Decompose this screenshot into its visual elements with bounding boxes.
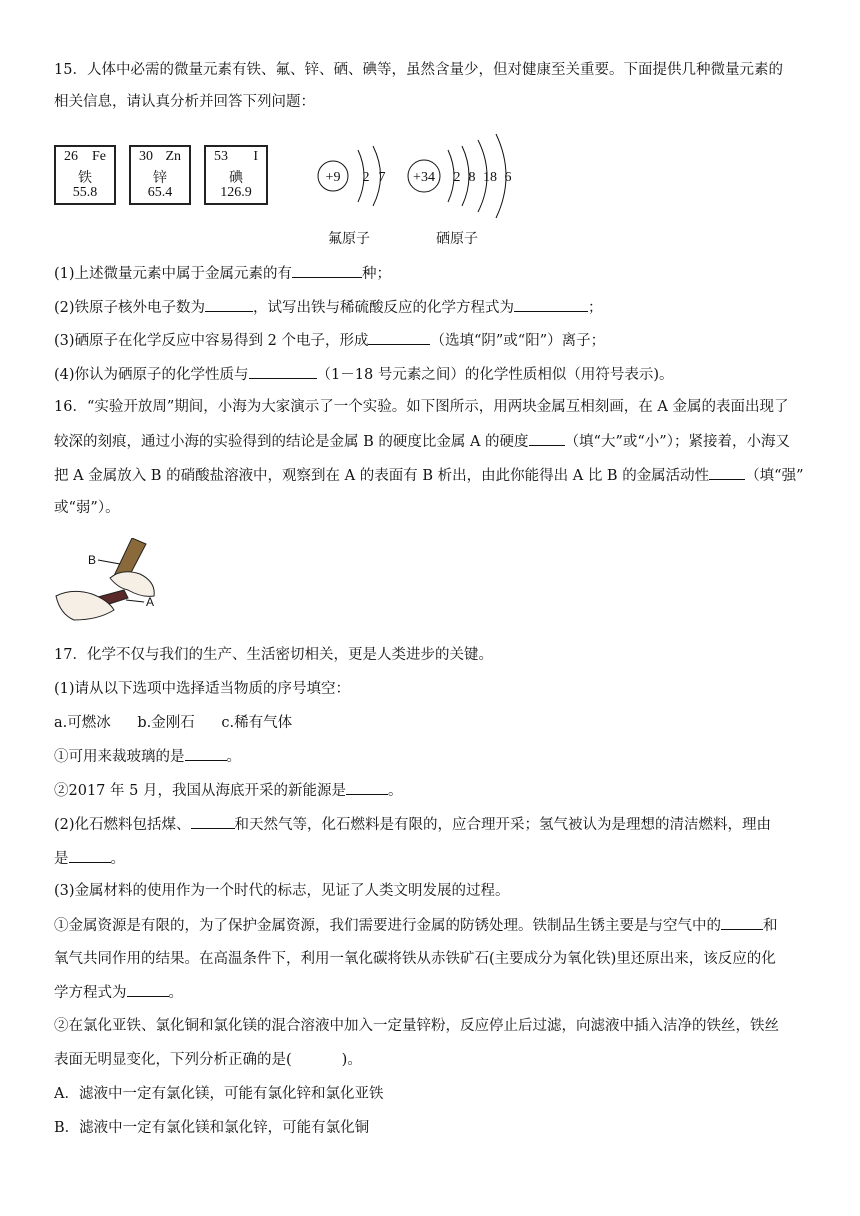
fluorine-nucleus-label: +9 xyxy=(325,170,341,185)
q17-part3-heading: (3)金属材料的使用作为一个时代的标志，见证了人类文明发展的过程。 xyxy=(54,883,510,899)
element-symbol: I xyxy=(253,149,258,164)
element-symbol: Zn xyxy=(165,149,181,164)
q15-part3: (3)硒原子在化学反应中容易得到 2 个电子，形成 （选填“阴”或“阳”）离子； xyxy=(54,330,605,351)
element-card-fe xyxy=(54,145,116,205)
element-name: 铁 xyxy=(78,171,92,186)
q15-intro-line2: 相关信息，请认真分析并回答下列问题： xyxy=(54,94,315,110)
element-card-i xyxy=(204,145,268,205)
q15-part4: (4)你认为硒原子的化学性质与 （1－18 号元素之间）的化学性质相似（用符号表示)。 xyxy=(54,364,674,385)
element-number: 26 xyxy=(64,149,78,164)
element-mass: 55.8 xyxy=(72,185,98,200)
answer-blank[interactable] xyxy=(368,330,430,345)
answer-blank[interactable] xyxy=(721,915,763,930)
q17-line2: (1)请从以下选项中选择适当物质的序号填空： xyxy=(54,681,351,697)
answer-blank[interactable] xyxy=(346,780,388,795)
element-name: 锌 xyxy=(153,171,167,186)
element-number: 30 xyxy=(139,149,153,164)
q17-options xyxy=(54,713,292,733)
element-card-zn xyxy=(129,145,191,205)
selenium-shell-1-count: 2 xyxy=(453,170,461,185)
selenium-shell-3-count: 18 xyxy=(483,170,497,185)
answer-blank[interactable] xyxy=(185,746,227,761)
q16-line3: 把 A 金属放入 B 的硝酸盐溶液中，观察到在 A 的表面有 B 析出，由此你能得出 A 比 B 的金属活动性 （填“强” xyxy=(54,465,804,486)
answer-blank[interactable] xyxy=(514,297,588,312)
q17-part2-line2: 是 。 xyxy=(54,848,125,869)
label-b: B xyxy=(88,553,97,567)
atom-structure-diagrams xyxy=(300,128,540,228)
answer-blank[interactable] xyxy=(249,364,317,379)
selenium-nucleus-label: +34 xyxy=(413,170,435,185)
q17-part2-line1: (2)化石燃料包括煤、 和天然气等，化石燃料是有限的，应合理开采；氢气被认为是理想的清洁燃料，理由 xyxy=(54,814,771,835)
fluorine-caption: 氟原子 xyxy=(328,231,370,247)
answer-blank[interactable] xyxy=(292,263,362,278)
answer-blank[interactable] xyxy=(127,982,169,997)
q15-part2: (2)铁原子核外电子数为 ，试写出铁与稀硫酸反应的化学方程式为 ； xyxy=(54,297,603,318)
q16-line2: 较深的刻痕，通过小海的实验得到的结论是金属 B 的硬度比金属 A 的硬度 （填“大”或“小”）；紧接着，小海又 xyxy=(54,431,790,452)
q16-line4: 或“弱”）。 xyxy=(54,500,120,516)
selenium-shell-4-count: 6 xyxy=(504,170,512,185)
q16-line1: 16．“实验开放周”期间，小海为大家演示了一个实验。如下图所示，用两块金属互相刻画，在 A 金属的表面出现了 xyxy=(54,399,789,415)
scratch-test-figure xyxy=(54,538,166,624)
answer-blank[interactable] xyxy=(191,814,235,829)
element-mass: 126.9 xyxy=(220,185,252,200)
fluorine-shell-2-count: 7 xyxy=(378,170,386,185)
option-a: a.可燃冰 xyxy=(54,715,111,731)
element-number: 53 xyxy=(214,149,228,164)
element-name: 碘 xyxy=(229,171,243,186)
selenium-shell-2-count: 8 xyxy=(468,170,476,185)
q17-sub1: ①可用来裁玻璃的是 。 xyxy=(54,746,241,767)
element-symbol: Fe xyxy=(92,149,106,164)
label-a: A xyxy=(146,595,155,609)
answer-blank[interactable] xyxy=(69,848,111,863)
fluorine-shell-1-count: 2 xyxy=(362,170,370,185)
q17-choice-a[interactable]: A．滤液中一定有氯化镁，可能有氯化锌和氯化亚铁 xyxy=(54,1086,384,1102)
q17-choice-b[interactable]: B．滤液中一定有氯化镁和氯化锌，可能有氯化铜 xyxy=(54,1120,370,1136)
q17-part3-1-line1: ①金属资源是有限的，为了保护金属资源，我们需要进行金属的防锈处理。铁制品生锈主要是与空气中的 和 xyxy=(54,915,778,936)
selenium-caption: 硒原子 xyxy=(436,231,478,247)
q17-line1: 17．化学不仅与我们的生产、生活密切相关，更是人类进步的关键。 xyxy=(54,647,493,663)
q15-intro-line1: 15．人体中必需的微量元素有铁、氟、锌、硒、碘等，虽然含量少，但对健康至关重要。下面提供几种微量元素的 xyxy=(54,62,783,78)
q17-part3-1-line2: 氧气共同作用的结果。在高温条件下，利用一氧化碳将铁从赤铁矿石(主要成分为氧化铁)里还原出来，该反应的化 xyxy=(54,951,776,967)
answer-blank[interactable] xyxy=(205,297,253,312)
answer-blank[interactable] xyxy=(529,431,565,446)
option-c: c.稀有气体 xyxy=(221,715,293,731)
answer-blank[interactable] xyxy=(709,465,745,480)
q17-part3-1-line3: 学方程式为 。 xyxy=(54,982,183,1003)
q17-sub2: ②2017 年 5 月，我国从海底开采的新能源是 。 xyxy=(54,780,402,801)
q17-part3-2-line1: ②在氯化亚铁、氯化铜和氯化镁的混合溶液中加入一定量锌粉，反应停止后过滤，向滤液中插入洁净的铁丝，铁丝 xyxy=(54,1018,779,1034)
option-b: b.金刚石 xyxy=(137,715,195,731)
element-mass: 65.4 xyxy=(147,185,173,200)
q15-part1: (1)上述微量元素中属于金属元素的有 种； xyxy=(54,263,391,284)
q17-part3-2-line2: 表面无明显变化，下列分析正确的是( )。 xyxy=(54,1052,362,1068)
